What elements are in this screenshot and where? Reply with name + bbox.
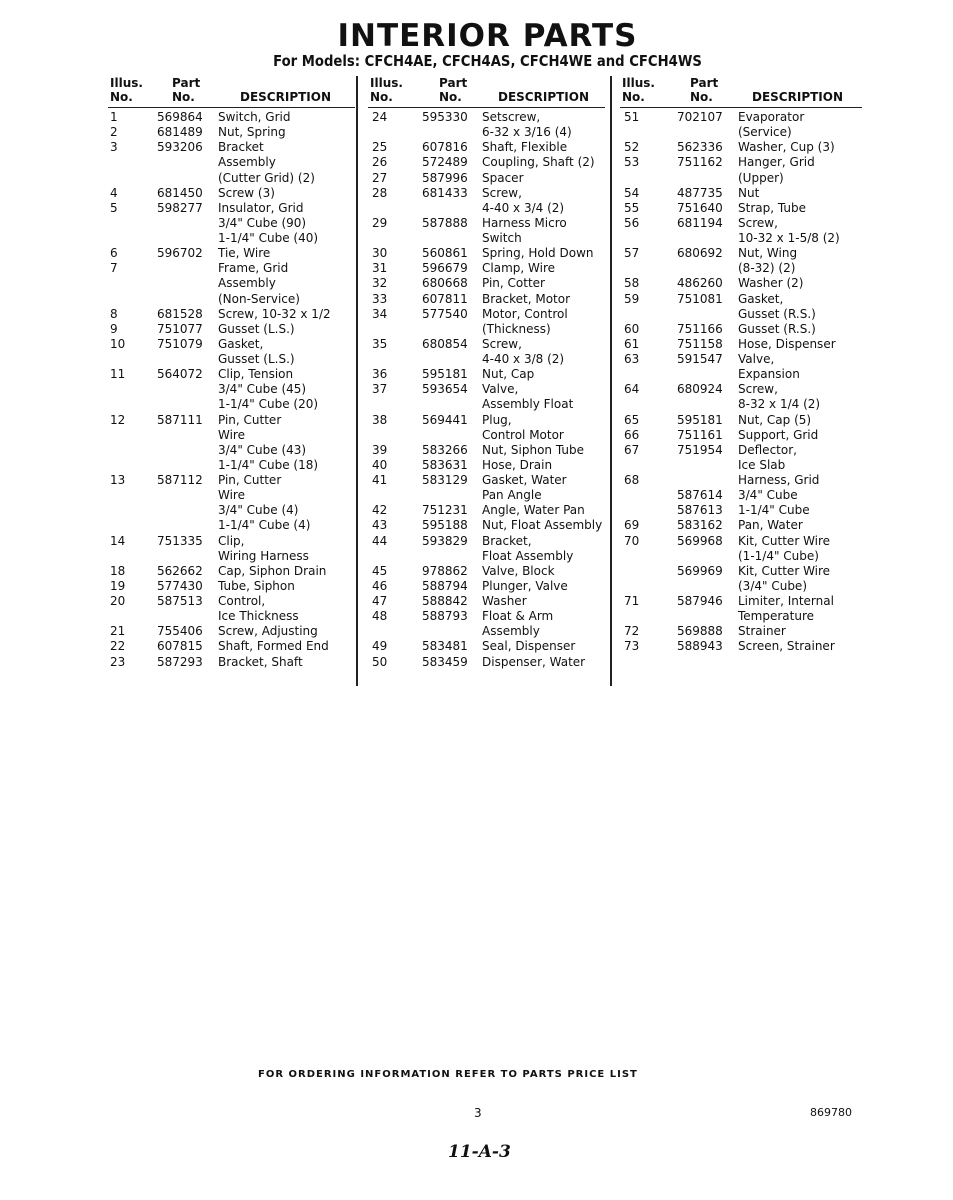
part-no: 751077 xyxy=(157,321,203,336)
part-no: 569888 xyxy=(677,624,723,639)
part-no: 598277 xyxy=(157,200,203,215)
illus-no: 3 xyxy=(110,140,118,155)
description: Hose, Drain xyxy=(482,457,553,472)
illus-no: 32 xyxy=(372,276,388,291)
illus-no: 40 xyxy=(372,457,388,472)
description: Washer, Cup (3) xyxy=(738,140,835,155)
illus-no: 5 xyxy=(110,200,118,215)
part-no: 595188 xyxy=(422,518,468,533)
illus-no: 65 xyxy=(624,412,640,427)
description: (Service) xyxy=(738,125,792,140)
illus-no: 45 xyxy=(372,563,388,578)
illus-no: 39 xyxy=(372,442,388,457)
description: Gusset (R.S.) xyxy=(738,321,816,336)
description: Pin, Cotter xyxy=(482,276,545,291)
description: Expansion xyxy=(738,367,800,382)
part-no: 587293 xyxy=(157,654,203,669)
description: Screw, xyxy=(482,336,522,351)
description: Control Motor xyxy=(482,427,564,442)
description: Angle, Water Pan xyxy=(482,503,585,518)
part-no: 587996 xyxy=(422,170,468,185)
illus-no: 26 xyxy=(372,155,388,170)
description: Nut, Spring xyxy=(218,125,286,140)
description: 1-1/4" Cube (4) xyxy=(218,518,311,533)
description: Bracket, Shaft xyxy=(218,654,303,669)
illus-no: 71 xyxy=(624,594,640,608)
description: Tube, Siphon xyxy=(218,578,295,593)
handwritten-note: 11-A-3 xyxy=(448,1142,511,1162)
description: Support, Grid xyxy=(738,427,819,442)
illus-no: 50 xyxy=(372,654,388,669)
description: (Non-Service) xyxy=(218,291,300,306)
description: Assembly xyxy=(218,155,276,170)
header-description: DESCRIPTION xyxy=(240,90,332,104)
illus-no: 28 xyxy=(372,185,388,200)
description: Gasket, xyxy=(218,336,264,351)
header-illus-2: No. xyxy=(622,90,645,104)
description: Clip, xyxy=(218,533,245,548)
description: Clip, Tension xyxy=(218,367,294,382)
description: 1-1/4" Cube (18) xyxy=(218,457,319,472)
part-no: 588793 xyxy=(422,609,468,624)
part-no: 588794 xyxy=(422,578,468,593)
illus-no: 22 xyxy=(110,639,126,654)
illus-no: 68 xyxy=(624,473,640,487)
illus-no: 24 xyxy=(372,110,388,124)
part-no: 577540 xyxy=(422,306,468,321)
part-no: 596702 xyxy=(157,246,203,261)
part-no: 587946 xyxy=(677,594,723,608)
illus-no: 18 xyxy=(110,563,126,578)
part-no: 596679 xyxy=(422,261,468,276)
description: Screw, Adjusting xyxy=(218,624,318,639)
header-part-1: Part xyxy=(690,76,719,90)
header-illus-2: No. xyxy=(110,90,133,104)
description: Bracket xyxy=(218,140,264,155)
illus-no: 37 xyxy=(372,382,388,397)
header-part-2: No. xyxy=(439,90,462,104)
description: Nut, Wing xyxy=(738,246,798,261)
description: Wiring Harness xyxy=(218,548,309,563)
description: 6-32 x 3/16 (4) xyxy=(482,125,572,140)
description: Pin, Cutter xyxy=(218,412,282,427)
description: Pan, Water xyxy=(738,518,803,533)
header-illus-1: Illus. xyxy=(622,76,655,90)
illus-no: 47 xyxy=(372,594,388,608)
description: Wire xyxy=(218,427,245,442)
description: Ice Slab xyxy=(738,457,786,472)
part-no: 583631 xyxy=(422,457,468,472)
description: Assembly xyxy=(482,624,540,639)
description: 1-1/4" Cube xyxy=(738,503,810,518)
part-no: 588943 xyxy=(677,639,723,654)
description: Setscrew, xyxy=(482,110,541,124)
illus-no: 57 xyxy=(624,246,640,261)
part-no: 569864 xyxy=(157,110,203,124)
illus-no: 55 xyxy=(624,200,640,215)
part-no: 751335 xyxy=(157,533,203,548)
part-no: 487735 xyxy=(677,185,723,200)
page-title: INTERIOR PARTS xyxy=(337,18,638,54)
illus-no: 51 xyxy=(624,110,640,124)
description: Pin, Cutter xyxy=(218,473,282,487)
description: 1-1/4" Cube (20) xyxy=(218,397,319,412)
illus-no: 23 xyxy=(110,654,126,669)
description: Float Assembly xyxy=(482,548,574,563)
illus-no: 60 xyxy=(624,321,640,336)
description: Temperature xyxy=(738,609,815,624)
description: Strap, Tube xyxy=(738,200,806,215)
illus-no: 67 xyxy=(624,442,640,457)
illus-no: 44 xyxy=(372,533,388,548)
illus-no: 35 xyxy=(372,336,388,351)
illus-no: 69 xyxy=(624,518,640,533)
description: Insulator, Grid xyxy=(218,200,304,215)
part-no: 978862 xyxy=(422,563,468,578)
description: (Upper) xyxy=(738,170,784,185)
part-no: 593829 xyxy=(422,533,468,548)
illus-no: 33 xyxy=(372,291,388,306)
part-no: 607815 xyxy=(157,639,203,654)
part-no: 587112 xyxy=(157,473,203,487)
header-illus-1: Illus. xyxy=(110,76,143,90)
description: Screw, xyxy=(738,382,778,397)
part-no: 681194 xyxy=(677,215,723,230)
description: Wire xyxy=(218,488,245,503)
description: Bracket, xyxy=(482,533,532,548)
description: Valve, Block xyxy=(482,563,555,578)
illus-no: 43 xyxy=(372,518,388,533)
illus-no: 64 xyxy=(624,382,640,397)
part-no: 751161 xyxy=(677,427,723,442)
description: Ice Thickness xyxy=(218,609,299,624)
illus-no: 38 xyxy=(372,412,388,427)
description: Kit, Cutter Wire xyxy=(738,533,831,548)
description: Plunger, Valve xyxy=(482,578,568,593)
header-description: DESCRIPTION xyxy=(752,90,844,104)
illus-no: 34 xyxy=(372,306,388,321)
description: Spring, Hold Down xyxy=(482,246,594,261)
part-no: 595181 xyxy=(422,367,468,382)
part-no: 681528 xyxy=(157,306,203,321)
illus-no: 48 xyxy=(372,609,388,624)
description: Bracket, Motor xyxy=(482,291,571,306)
part-no: 680854 xyxy=(422,336,468,351)
illus-no: 73 xyxy=(624,639,640,654)
header-rule xyxy=(620,107,862,108)
part-no: 562662 xyxy=(157,563,203,578)
description: 3/4" Cube (4) xyxy=(218,503,299,518)
description: Nut xyxy=(738,185,760,200)
illus-no: 7 xyxy=(110,261,118,276)
part-no: 593206 xyxy=(157,140,203,155)
illus-no: 52 xyxy=(624,140,640,155)
ordering-footer: FOR ORDERING INFORMATION REFER TO PARTS PRICE LIST xyxy=(258,1069,638,1080)
header-description: DESCRIPTION xyxy=(498,90,590,104)
part-no: 560861 xyxy=(422,246,468,261)
part-no: 587614 xyxy=(677,488,723,503)
part-no: 751954 xyxy=(677,442,723,457)
part-no: 583481 xyxy=(422,639,468,654)
part-no: 587888 xyxy=(422,215,468,230)
part-no: 583129 xyxy=(422,473,468,487)
description: Gusset (L.S.) xyxy=(218,321,295,336)
part-no: 577430 xyxy=(157,578,203,593)
description: Evaporator xyxy=(738,110,805,124)
part-no: 587111 xyxy=(157,412,203,427)
description: Screw, xyxy=(738,215,778,230)
description: Hanger, Grid xyxy=(738,155,815,170)
description: 4-40 x 3/8 (2) xyxy=(482,352,565,366)
description: Motor, Control xyxy=(482,306,568,321)
description: Valve, xyxy=(482,382,519,397)
part-no: 593654 xyxy=(422,382,468,397)
part-no: 680692 xyxy=(677,246,723,261)
description: Assembly Float xyxy=(482,397,574,412)
column-divider xyxy=(610,76,612,686)
illus-no: 54 xyxy=(624,185,640,200)
description: Spacer xyxy=(482,170,524,185)
description: Control, xyxy=(218,594,266,608)
description: (8-32) (2) xyxy=(738,261,796,276)
description: (Thickness) xyxy=(482,321,551,336)
description: 8-32 x 1/4 (2) xyxy=(738,397,821,412)
illus-no: 9 xyxy=(110,321,118,336)
models-subtitle: For Models: CFCH4AE, CFCH4AS, CFCH4WE and CFCH4WS xyxy=(273,52,702,70)
part-no: 569968 xyxy=(677,533,723,548)
part-no: 681489 xyxy=(157,125,203,140)
illus-no: 2 xyxy=(110,125,118,140)
description: Gasket, xyxy=(738,291,784,306)
description: 10-32 x 1-5/8 (2) xyxy=(738,231,840,245)
description: Coupling, Shaft (2) xyxy=(482,155,595,170)
part-no: 564072 xyxy=(157,367,203,382)
illus-no: 1 xyxy=(110,110,118,124)
description: Kit, Cutter Wire xyxy=(738,563,831,578)
illus-no: 10 xyxy=(110,336,126,351)
header-illus-1: Illus. xyxy=(370,76,403,90)
illus-no: 27 xyxy=(372,170,388,185)
description: Shaft, Flexible xyxy=(482,140,568,155)
description: Harness, Grid xyxy=(738,473,820,487)
description: Gusset (L.S.) xyxy=(218,352,295,366)
illus-no: 58 xyxy=(624,276,640,291)
header-part-1: Part xyxy=(172,76,201,90)
description: Washer xyxy=(482,594,527,608)
description: Clamp, Wire xyxy=(482,261,555,276)
description: Frame, Grid xyxy=(218,261,289,276)
part-no: 607816 xyxy=(422,140,468,155)
illus-no: 8 xyxy=(110,306,118,321)
illus-no: 56 xyxy=(624,215,640,230)
illus-no: 59 xyxy=(624,291,640,306)
illus-no: 30 xyxy=(372,246,388,261)
part-no: 591547 xyxy=(677,352,723,366)
illus-no: 11 xyxy=(110,367,126,382)
header-illus-2: No. xyxy=(370,90,393,104)
description: Tie, Wire xyxy=(218,246,271,261)
description: 3/4" Cube xyxy=(738,488,798,503)
description: Nut, Cap xyxy=(482,367,535,382)
part-no: 680924 xyxy=(677,382,723,397)
illus-no: 63 xyxy=(624,352,640,366)
part-no: 755406 xyxy=(157,624,203,639)
document-number: 869780 xyxy=(810,1106,852,1119)
description: (Cutter Grid) (2) xyxy=(218,170,315,185)
description: Pan Angle xyxy=(482,488,542,503)
description: Nut, Float Assembly xyxy=(482,518,603,533)
description: 4-40 x 3/4 (2) xyxy=(482,200,565,215)
illus-no: 6 xyxy=(110,246,118,261)
part-no: 486260 xyxy=(677,276,723,291)
illus-no: 12 xyxy=(110,412,126,427)
part-no: 583459 xyxy=(422,654,468,669)
description: Screw, 10-32 x 1/2 xyxy=(218,306,331,321)
part-no: 751166 xyxy=(677,321,723,336)
description: 3/4" Cube (90) xyxy=(218,215,307,230)
part-no: 572489 xyxy=(422,155,468,170)
description: (1-1/4" Cube) xyxy=(738,548,819,563)
illus-no: 53 xyxy=(624,155,640,170)
header-rule xyxy=(368,107,605,108)
part-no: 751162 xyxy=(677,155,723,170)
description: Float & Arm xyxy=(482,609,554,624)
part-no: 751079 xyxy=(157,336,203,351)
part-no: 680668 xyxy=(422,276,468,291)
part-no: 562336 xyxy=(677,140,723,155)
part-no: 751158 xyxy=(677,336,723,351)
part-no: 583266 xyxy=(422,442,468,457)
part-no: 702107 xyxy=(677,110,723,124)
header-part-2: No. xyxy=(172,90,195,104)
description: Screw (3) xyxy=(218,185,275,200)
description: Seal, Dispenser xyxy=(482,639,576,654)
part-no: 751081 xyxy=(677,291,723,306)
description: 1-1/4" Cube (40) xyxy=(218,231,319,245)
description: (3/4" Cube) xyxy=(738,578,807,593)
part-no: 751640 xyxy=(677,200,723,215)
part-no: 681450 xyxy=(157,185,203,200)
illus-no: 72 xyxy=(624,624,640,639)
illus-no: 36 xyxy=(372,367,388,382)
description: Nut, Cap (5) xyxy=(738,412,812,427)
description: Strainer xyxy=(738,624,786,639)
part-no: 583162 xyxy=(677,518,723,533)
part-no: 587613 xyxy=(677,503,723,518)
description: Limiter, Internal xyxy=(738,594,834,608)
illus-no: 46 xyxy=(372,578,388,593)
part-no: 569441 xyxy=(422,412,468,427)
description: Screw, xyxy=(482,185,522,200)
illus-no: 70 xyxy=(624,533,640,548)
illus-no: 13 xyxy=(110,473,126,487)
description: Plug, xyxy=(482,412,512,427)
illus-no: 42 xyxy=(372,503,388,518)
illus-no: 20 xyxy=(110,594,126,608)
illus-no: 21 xyxy=(110,624,126,639)
part-no: 595330 xyxy=(422,110,468,124)
description: Cap, Siphon Drain xyxy=(218,563,327,578)
header-part-2: No. xyxy=(690,90,713,104)
part-no: 569969 xyxy=(677,563,723,578)
illus-no: 41 xyxy=(372,473,388,487)
part-no: 587513 xyxy=(157,594,203,608)
header-part-1: Part xyxy=(439,76,468,90)
illus-no: 61 xyxy=(624,336,640,351)
description: Switch xyxy=(482,231,522,245)
illus-no: 4 xyxy=(110,185,118,200)
part-no: 681433 xyxy=(422,185,468,200)
illus-no: 25 xyxy=(372,140,388,155)
illus-no: 19 xyxy=(110,578,126,593)
illus-no: 66 xyxy=(624,427,640,442)
description: Screen, Strainer xyxy=(738,639,835,654)
description: Harness Micro xyxy=(482,215,567,230)
description: 3/4" Cube (45) xyxy=(218,382,307,397)
illus-no: 49 xyxy=(372,639,388,654)
description: 3/4" Cube (43) xyxy=(218,442,307,457)
description: Washer (2) xyxy=(738,276,804,291)
illus-no: 14 xyxy=(110,533,126,548)
description: Switch, Grid xyxy=(218,110,291,124)
description: Nut, Siphon Tube xyxy=(482,442,584,457)
description: Hose, Dispenser xyxy=(738,336,836,351)
part-no: 751231 xyxy=(422,503,468,518)
part-no: 595181 xyxy=(677,412,723,427)
description: Valve, xyxy=(738,352,775,366)
part-no: 607811 xyxy=(422,291,468,306)
description: Shaft, Formed End xyxy=(218,639,329,654)
description: Gasket, Water xyxy=(482,473,567,487)
description: Dispenser, Water xyxy=(482,654,586,669)
description: Deflector, xyxy=(738,442,797,457)
description: Gusset (R.S.) xyxy=(738,306,816,321)
illus-no: 29 xyxy=(372,215,388,230)
illus-no: 31 xyxy=(372,261,388,276)
part-no: 588842 xyxy=(422,594,468,608)
page-number: 3 xyxy=(474,1106,482,1120)
header-rule xyxy=(108,107,355,108)
description: Assembly xyxy=(218,276,276,291)
column-divider xyxy=(356,76,358,686)
